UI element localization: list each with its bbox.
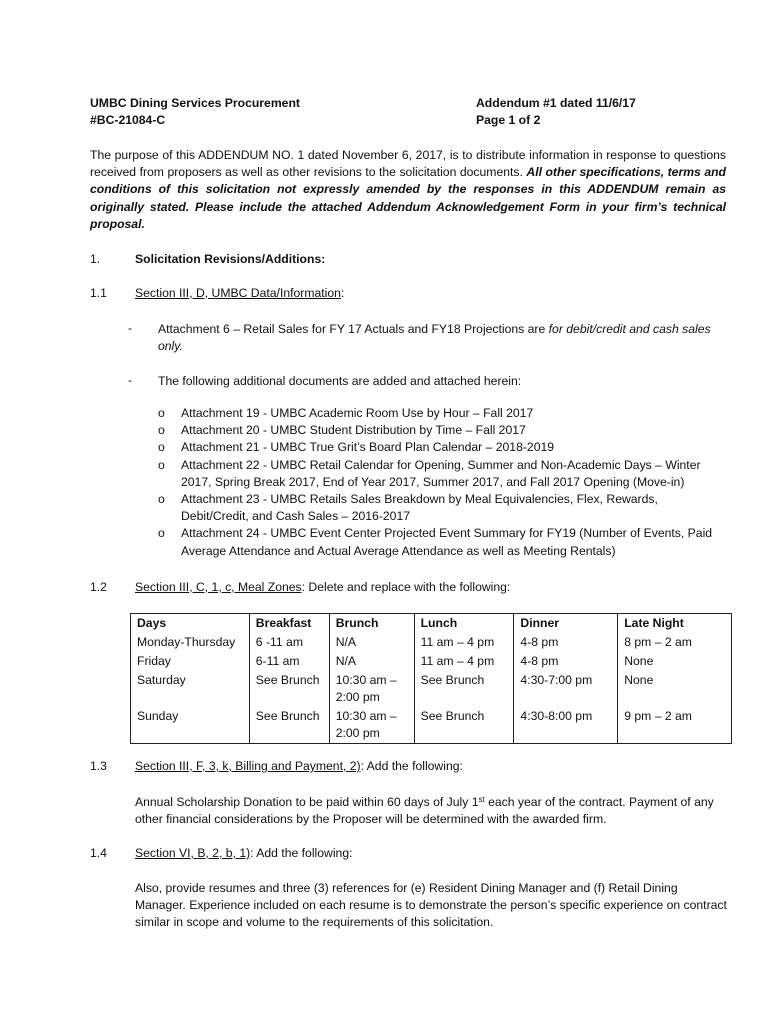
table-cell: Sunday <box>131 707 250 744</box>
attachment-23: Attachment 23 - UMBC Retails Sales Breakdown by Meal Equivalencies, Flex, Rewards, Debit/Credit, and Cash Sales – 2016-2017 <box>181 492 658 524</box>
dash-marker-1: - <box>128 321 133 335</box>
scholarship-text-start: Annual Scholarship Donation to be paid within 60 days of July 1 <box>135 795 479 809</box>
bullet-glyph: o <box>158 492 165 507</box>
column-header-late-night: Late Night <box>618 614 732 634</box>
section-1-4-title: Section VI, B, 2, b, 1) <box>135 846 251 860</box>
table-cell: 4-8 pm <box>514 633 618 652</box>
page-indicator: Page 1 of 2 <box>476 113 541 127</box>
section-1-title: Solicitation Revisions/Additions: <box>135 252 326 266</box>
table-cell: None <box>618 671 732 707</box>
table-cell: 4:30-7:00 pm <box>514 671 618 707</box>
list-item <box>158 405 728 422</box>
table-cell: 4-8 pm <box>514 652 618 671</box>
table-row <box>131 707 732 744</box>
table-cell: 10:30 am – 2:00 pm <box>329 707 414 744</box>
table-cell: 10:30 am – 2:00 pm <box>329 671 414 707</box>
table-cell: 4:30-8:00 pm <box>514 707 618 744</box>
table-header-row <box>131 614 732 634</box>
column-header-brunch: Brunch <box>329 614 414 634</box>
attachment-22: Attachment 22 - UMBC Retail Calendar for Opening, Summer and Non-Academic Days – Winter 2017, Spring Break 2017, End of Year 2017, Summer 2017, and Fall 2017 Opening (Move-in) <box>181 457 701 489</box>
bullet-glyph: o <box>158 406 165 420</box>
procurement-title: UMBC Dining Services Procurement <box>90 96 300 110</box>
solicitation-number: #BC-21084-C <box>90 113 166 127</box>
meal-zones-table <box>130 613 732 744</box>
intro-paragraph <box>90 147 726 233</box>
section-1-1-number: 1.1 <box>90 286 107 300</box>
scholarship-text-end: each year of the contract. Payment of any other financial considerations by the Proposer will be determined with the awarded firm. <box>135 795 714 827</box>
header-left <box>90 95 300 129</box>
table-cell: See Brunch <box>249 707 329 744</box>
resume-requirements-paragraph: Also, provide resumes and three (3) references for (e) Resident Dining Manager and (f) Retail Dining Manager. Experience included on each resume is to demonstrate the person’s specific experience on contract similar in scope and volume to the requirements of this solicitation. <box>135 881 727 930</box>
section-1-3-number: 1.3 <box>90 759 107 773</box>
attachment-20: Attachment 20 - UMBC Student Distribution by Time – Fall 2017 <box>181 423 526 438</box>
list-item <box>158 422 728 439</box>
bullet-glyph: o <box>158 440 165 455</box>
section-1-4-heading <box>135 846 352 860</box>
table-cell: Friday <box>131 652 250 671</box>
attachment-6-note <box>158 321 728 355</box>
attachment-24: Attachment 24 - UMBC Event Center Projected Event Summary for FY19 (Number of Events, Paid Average Attendance and Actual Average Attendance as well as Meeting Rentals) <box>181 526 713 558</box>
table-cell: See Brunch <box>249 671 329 707</box>
column-header-lunch: Lunch <box>414 614 514 634</box>
list-item <box>158 491 728 525</box>
table-cell: None <box>618 652 732 671</box>
section-1-1-title-suffix: : <box>340 286 345 300</box>
section-1-3-heading <box>135 759 463 773</box>
intro-plain-text: The purpose of this ADDENDUM NO. 1 dated November 6, 2017, is to distribute information in response to questions received from proposers as well as other revisions to the solicitation documents. <box>90 148 726 180</box>
table-cell: See Brunch <box>414 707 514 744</box>
list-item <box>158 439 728 456</box>
table-cell: 8 pm – 2 am <box>618 633 732 652</box>
section-1-number: 1. <box>90 252 101 266</box>
section-1-2-title: Section III, C, 1, c, Meal Zones <box>135 580 302 594</box>
section-1-1-title: Section III, D, UMBC Data/Information <box>135 286 341 300</box>
scholarship-paragraph <box>135 794 727 828</box>
section-1-3-title-suffix: : Add the following: <box>360 759 463 773</box>
dash-marker-2: - <box>128 373 133 387</box>
attachment-19: Attachment 19 - UMBC Academic Room Use by Hour – Fall 2017 <box>181 406 534 420</box>
section-1-2-number: 1.2 <box>90 580 107 594</box>
table-cell: 6-11 am <box>249 652 329 671</box>
header-right <box>476 95 636 129</box>
table-cell: N/A <box>329 652 414 671</box>
table-row <box>131 652 732 671</box>
section-1-1-heading <box>135 286 344 300</box>
attachment-list <box>158 405 728 560</box>
section-1-2-heading <box>135 580 510 594</box>
intro-emphasis-text: All other specifications, terms and conditions of this solicitation not expressly amended by the responses in this ADDENDUM remain as originally stated. Please include the attached Addendum Acknowledgement Form in your firm’s technical proposal. <box>90 165 726 231</box>
section-1-4-title-suffix: : Add the following: <box>250 846 353 860</box>
table-cell: Monday-Thursday <box>131 633 250 652</box>
attachment-6-note-italic: for debit/credit and cash sales only. <box>158 322 711 354</box>
section-1-3-title: Section III, F, 3, k, Billing and Payment, 2) <box>135 759 361 773</box>
table-cell: N/A <box>329 633 414 652</box>
table-cell: 9 pm – 2 am <box>618 707 732 744</box>
bullet-glyph: o <box>158 423 165 438</box>
column-header-dinner: Dinner <box>514 614 618 634</box>
bullet-glyph: o <box>158 457 165 472</box>
table-cell: 11 am – 4 pm <box>414 652 514 671</box>
attachment-21: Attachment 21 - UMBC True Grit’s Board Plan Calendar – 2018-2019 <box>181 440 555 455</box>
table-cell: 11 am – 4 pm <box>414 633 514 652</box>
section-1-2-title-suffix: : Delete and replace with the following: <box>301 580 511 594</box>
ordinal-suffix: st <box>478 795 485 804</box>
addendum-date: Addendum #1 dated 11/6/17 <box>476 96 636 110</box>
additional-documents-intro: The following additional documents are added and attached herein: <box>158 374 522 388</box>
table-cell: Saturday <box>131 671 250 707</box>
bullet-glyph: o <box>158 526 165 541</box>
table-row <box>131 633 732 652</box>
list-item <box>158 525 728 559</box>
column-header-days: Days <box>131 614 250 634</box>
column-header-breakfast: Breakfast <box>249 614 329 634</box>
list-item <box>158 457 728 491</box>
section-1-4-number: 1.4 <box>90 846 107 860</box>
attachment-6-note-plain: Attachment 6 – Retail Sales for FY 17 Actuals and FY18 Projections are <box>158 322 549 336</box>
table-cell: See Brunch <box>414 671 514 707</box>
table-cell: 6 -11 am <box>249 633 329 652</box>
table-row <box>131 671 732 707</box>
